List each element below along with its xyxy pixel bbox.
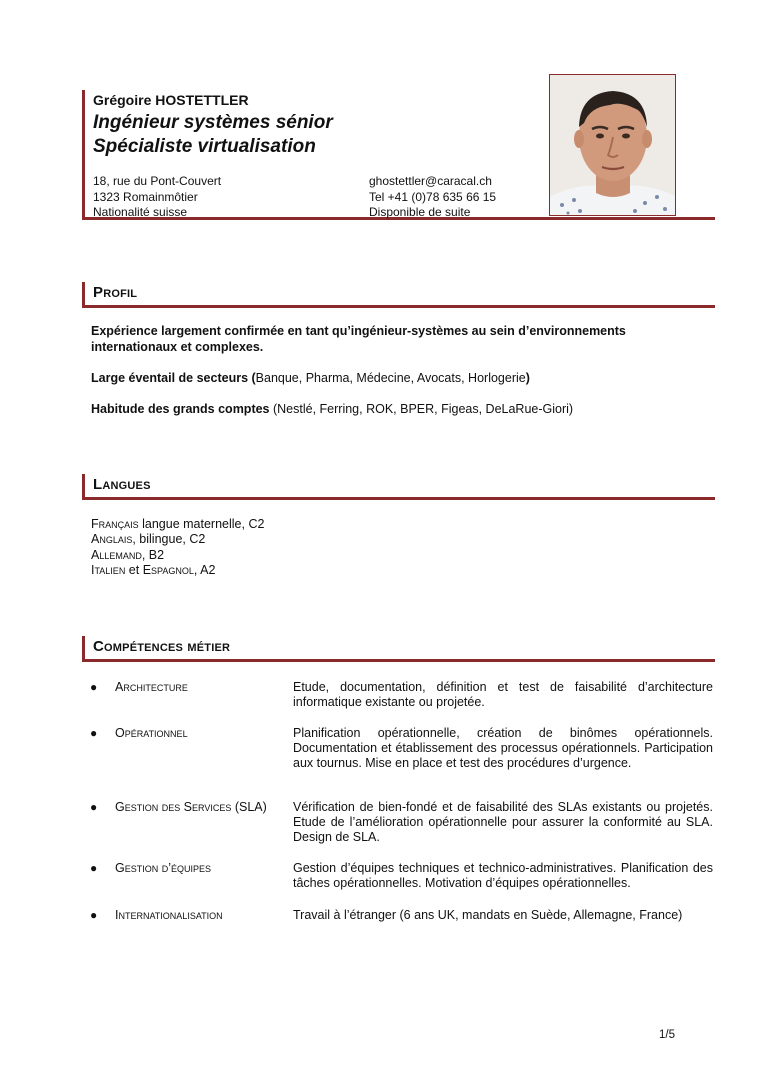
language-name: Italien	[91, 562, 126, 577]
competence-label: Internationalisation	[115, 908, 223, 922]
language-level: , B2	[141, 547, 165, 562]
address-street: 18, rue du Pont-Couvert	[93, 174, 222, 188]
bullet-icon: ●	[90, 800, 98, 814]
language-level: , bilingue, C2	[132, 532, 206, 547]
language-connector: et	[125, 562, 143, 577]
contact-block	[369, 174, 496, 221]
language-item	[91, 517, 264, 532]
section-title: Langues	[93, 476, 151, 493]
email[interactable]: ghostettler@caracal.ch	[369, 174, 492, 188]
competence-desc: Travail à l’étranger (6 ans UK, mandats en Suède, Allemagne, France)	[293, 908, 683, 922]
bullet-icon: ●	[90, 680, 98, 694]
language-name: Anglais	[91, 532, 133, 547]
profil-paragraph-1	[91, 323, 691, 355]
address-city: 1323 Romainmôtier	[93, 189, 198, 204]
profil-accounts-label: Habitude des grands comptes	[91, 402, 270, 416]
profil-paragraph-3	[91, 401, 711, 417]
profil-sectors-close: )	[525, 371, 530, 385]
profil-sectors-label: Large éventail de secteurs (	[91, 371, 256, 385]
bullet-icon: ●	[90, 908, 98, 922]
section-title: Compétences métier	[93, 638, 231, 655]
profile-photo	[549, 74, 676, 216]
bullet-icon: ●	[90, 861, 98, 875]
competence-desc: Gestion d’équipes techniques et technico-administratives. Planification des tâches opérationnelles. Motivation d’équipes opérationnelles.	[293, 861, 713, 890]
job-subtitle: Spécialiste virtualisation	[93, 136, 316, 157]
section-title: Profil	[93, 284, 138, 301]
language-name: Français	[91, 517, 139, 531]
language-name: Allemand	[91, 547, 142, 562]
competence-label: Architecture	[115, 680, 188, 694]
page-number: 1/5	[659, 1029, 675, 1041]
language-item	[91, 532, 264, 547]
profil-sectors-list: Banque, Pharma, Médecine, Avocats, Horlogerie	[255, 371, 526, 385]
language-item	[91, 548, 264, 563]
person-name: Grégoire HOSTETTLER	[93, 92, 249, 108]
section-competences-heading	[82, 636, 715, 662]
language-name: Espagnol	[142, 562, 194, 577]
phone: Tel +41 (0)78 635 66 15	[369, 189, 497, 204]
nationality: Nationalité suisse	[93, 205, 188, 219]
competence-label: Gestion d’équipes	[115, 861, 211, 875]
competence-desc: Etude, documentation, définition et test de faisabilité d’architecture informatique existante ou projetée.	[293, 680, 713, 709]
profil-experience: Expérience largement confirmée en tant qu’ingénieur-systèmes au sein d’environnements internationaux et complexes.	[91, 324, 626, 354]
availability: Disponible de suite	[369, 205, 471, 219]
profil-paragraph-2	[91, 370, 711, 386]
competence-label: Gestion des Services (SLA)	[115, 800, 267, 814]
competence-label: Opérationnel	[115, 726, 188, 740]
portrait-image	[550, 75, 676, 216]
language-level: , A2	[193, 562, 216, 577]
section-langues-heading	[82, 474, 715, 500]
address-block	[93, 174, 221, 221]
language-level: langue maternelle, C2	[138, 517, 265, 531]
profil-accounts-list: (Nestlé, Ferring, ROK, BPER, Figeas, DeLaRue-Giori)	[269, 402, 574, 416]
competence-desc: Planification opérationnelle, création de binômes opérationnels. Documentation et établissement des processus opérationnels. Participation aux tournus. Mise en place et test des procédures d’urgence.	[293, 726, 713, 770]
competence-desc: Vérification de bien-fondé et de faisabilité des SLAs existants ou projetés. Etude de l’amélioration opérationnelle pour assurer la conformité au SLA. Design de SLA.	[293, 800, 713, 844]
language-item	[91, 563, 264, 578]
bullet-icon: ●	[90, 726, 98, 740]
section-profil-heading	[82, 282, 715, 308]
language-list	[91, 517, 264, 578]
job-title: Ingénieur systèmes sénior	[93, 112, 333, 133]
